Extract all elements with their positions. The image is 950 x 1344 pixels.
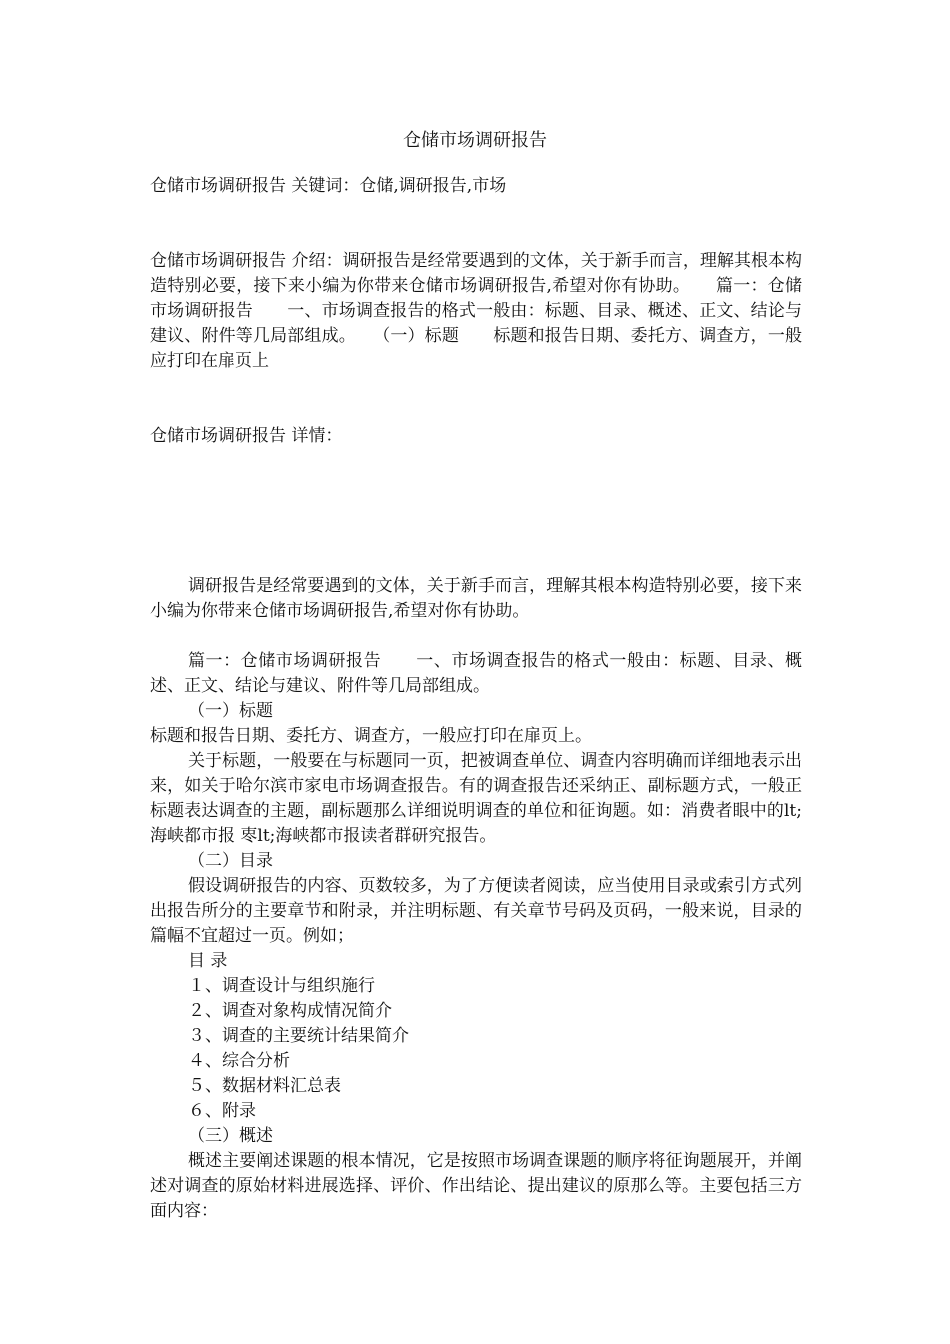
body-paragraph-6: 概述主要阐述课题的根本情况，它是按照市场调查课题的顺序将征询题展开，并阐述对调查的原始材料进展选择、评价、作出结论、提出建议的原那么等。主要包括三方面内容： — [150, 1151, 802, 1221]
toc-title: 目 录 — [188, 951, 228, 971]
body-paragraph-1: 调研报告是经常要遇到的文体，关于新手而言，理解其根本构造特别必要，接下来小编为你带来仓储市场调研报告,希望对你有协助。 — [150, 576, 802, 621]
toc-item: ５、数据材料汇总表 — [188, 1076, 341, 1096]
toc-item: ４、综合分析 — [188, 1051, 290, 1071]
body-paragraph-4: 关于标题，一般要在与标题同一页，把被调查单位、调查内容明确而详细地表示出来，如关于哈尔滨市家电市场调查报告。有的调查报告还采纳正、副标题方式，一般正标题表达调查的主题，副标题那么详细说明调查的单位和征询题。如：消费者眼中的lt;海峡都市报 栆lt;海峡都市报读者群研究报告。 — [150, 751, 802, 846]
toc-item: ２、调查对象构成情况简介 — [188, 1001, 392, 1021]
document-title: 仓储市场调研报告 — [403, 130, 547, 151]
keywords-line: 仓储市场调研报告 关键词：仓储,调研报告,市场 — [150, 176, 507, 196]
toc-item: ６、附录 — [188, 1101, 256, 1121]
body-paragraph-3: 标题和报告日期、委托方、调查方，一般应打印在扉页上。 — [150, 726, 592, 746]
section-heading-toc: （二）目录 — [188, 851, 273, 871]
toc-item: ３、调查的主要统计结果简介 — [188, 1026, 409, 1046]
toc-item: １、调查设计与组织施行 — [188, 976, 375, 996]
details-label: 仓储市场调研报告 详情： — [150, 426, 343, 446]
section-heading-title: （一）标题 — [188, 701, 273, 721]
intro-paragraph: 仓储市场调研报告 介绍：调研报告是经常要遇到的文体，关于新手而言，理解其根本构造特别必要，接下来小编为你带来仓储市场调研报告,希望对你有协助。 篇一：仓储市场调研报告 一、市场调查报告的格式一般由：标题、目录、概述、正文、结论与建议、附件等几局部组成。 （一）标题 标题和报告日期、委托方、调查方，一般应打印在扉页上 — [150, 251, 802, 371]
toc-list — [188, 949, 409, 1124]
body-paragraph-5: 假设调研报告的内容、页数较多，为了方便读者阅读，应当使用目录或索引方式列出报告所分的主要章节和附录，并注明标题、有关章节号码及页码，一般来说，目录的篇幅不宜超过一页。例如； — [150, 876, 802, 946]
body-paragraph-2: 篇一：仓储市场调研报告 一、市场调查报告的格式一般由：标题、目录、概述、正文、结论与建议、附件等几局部组成。 — [150, 651, 802, 696]
section-heading-overview: （三）概述 — [188, 1126, 273, 1146]
